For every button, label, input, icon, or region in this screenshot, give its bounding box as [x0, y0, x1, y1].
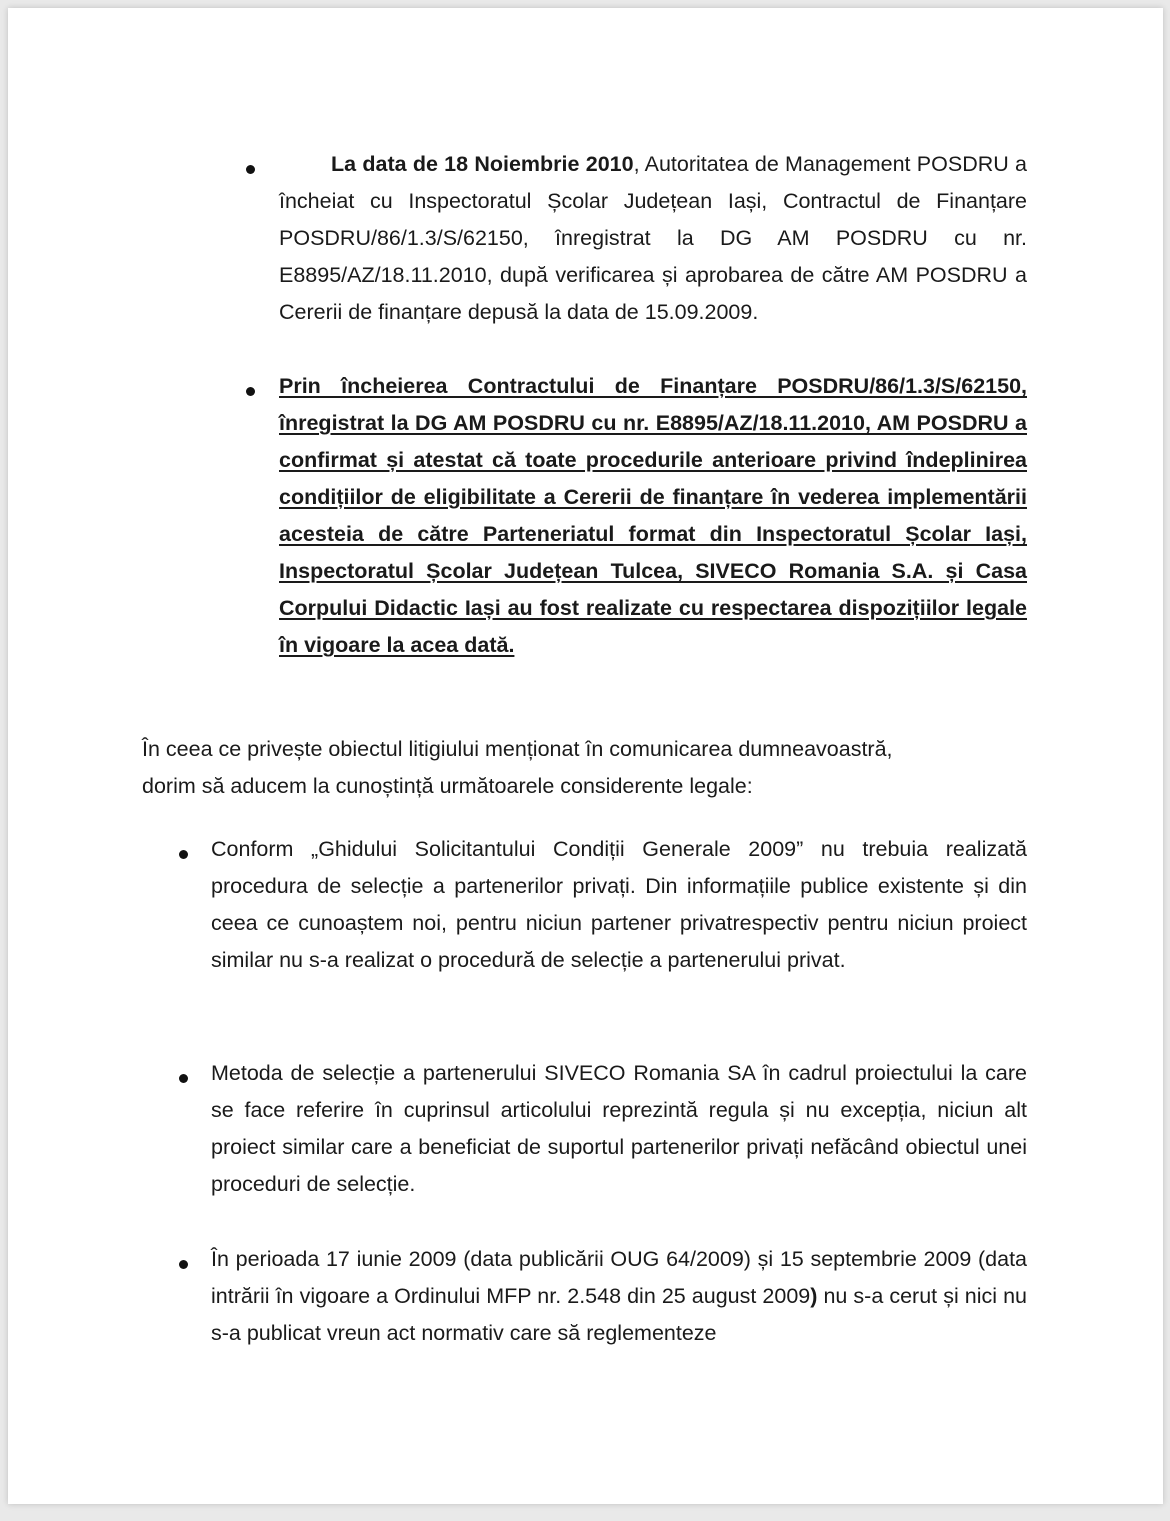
list-item-text-tail: nu s-a cerut și nici nu s-a publicat vreun act normativ care să reglementeze — [211, 1284, 1027, 1345]
underlined-bold-text: Prin încheierea Contractului de Finanțare POSDRU/86/1.3/S/62150, înregistrat la DG AM POSDRU cu nr. E8895/AZ/18.11.2010, AM POSDRU a confirmat și atestat că toate procedurile anterioare privind îndeplinirea condițiilor de eligibilitate a Cererii de finanțare în vederea implementării acesteia de către Parteneriatul format din Inspectoratul Școlar Iași, Inspectoratul Școlar Județean Tulcea, SIVECO Romania S.A. și Casa Corpului Didactic Iași au fost realizate cu respectarea dispozițiilor legale în vigoare la acea dată. — [279, 374, 1027, 657]
list-item-contract-date — [279, 146, 1027, 331]
list-item-ghid-solicitant — [211, 831, 1027, 979]
list-item-period — [211, 1241, 1027, 1352]
bold-parenthesis: ) — [810, 1284, 818, 1308]
intro-paragraph — [142, 731, 1026, 805]
bullet-dot — [179, 850, 188, 859]
bullet-dot — [246, 165, 255, 174]
list-item-text: În perioada 17 iunie 2009 (data publicării OUG 64/2009) și 15 septembrie 2009 (data intrării în vigoare a Ordinului MFP nr. 2.548 din 25 august 2009 — [211, 1247, 1027, 1308]
intro-line-1: În ceea ce privește obiectul litigiului menționat în comunicarea dumneavoastră, — [142, 737, 893, 761]
list-item-text: Metoda de selecție a partenerului SIVECO Romania SA în cadrul proiectului la care se face referire în cuprinsul articolului reprezintă regula și nu excepția, niciun alt proiect similar care a beneficiat de suportul partenerilor privați nefăcând obiectul unei proceduri de selecție. — [211, 1061, 1027, 1196]
list-item-contract-confirmation — [279, 368, 1027, 664]
bold-date-phrase: La data de 18 Noiembrie 2010 — [331, 152, 634, 176]
list-item-text: , Autoritatea de Management POSDRU a încheiat cu Inspectoratul Școlar Județean Iași, Contractul de Finanțare POSDRU/86/1.3/S/62150, înregistrat la DG AM POSDRU cu nr. E8895/AZ/18.11.2010, după verificarea și aprobarea de către AM POSDRU a Cererii de finanțare depusă la data de 15.09.2009. — [279, 152, 1027, 324]
bullet-dot — [179, 1074, 188, 1083]
document-page — [8, 8, 1163, 1504]
intro-line-2: dorim să aducem la cunoștință următoarele considerente legale: — [142, 774, 753, 798]
list-item-text: Conform „Ghidului Solicitantului Condiții Generale 2009” nu trebuia realizată procedura de selecție a partenerilor privați. Din informațiile publice existente și din ceea ce cunoaștem noi, pentru niciun partener privatrespectiv pentru niciun proiect similar nu s-a realizat o procedură de selecție a partenerului privat. — [211, 837, 1027, 972]
bullet-dot — [179, 1260, 188, 1269]
list-item-selection-method — [211, 1055, 1027, 1203]
bullet-dot — [246, 387, 255, 396]
